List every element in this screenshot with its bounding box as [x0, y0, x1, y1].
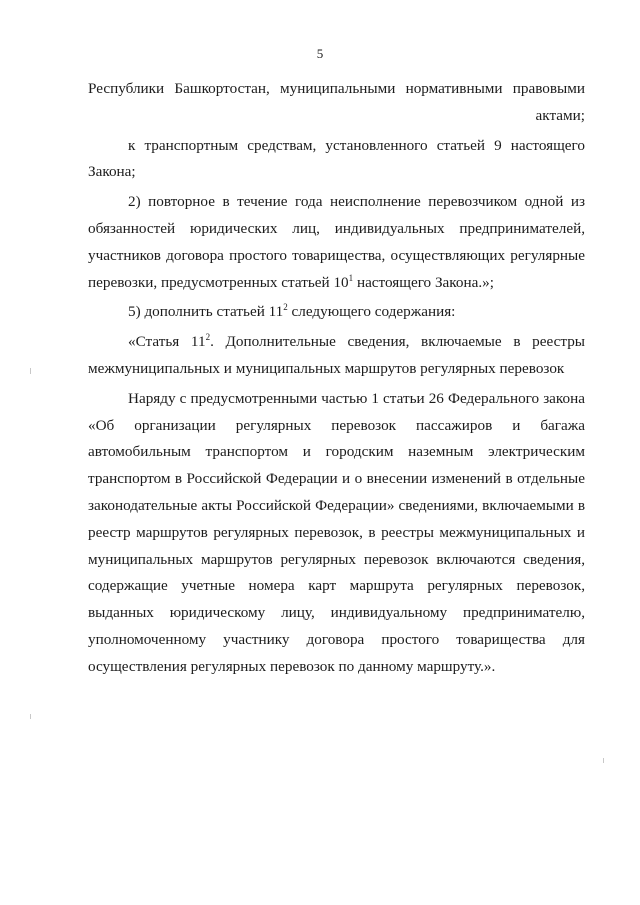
paragraph-text: Республики Башкортостан, муниципальными нормативными правовыми актами;: [88, 80, 585, 124]
paragraph-text: следующего содержания:: [287, 303, 456, 321]
paragraph-text: . Дополнительные сведения, включаемые в реестры межмуниципальных и муниципальных маршрутов регулярных перевозок: [88, 333, 585, 377]
superscript: 1: [348, 272, 354, 283]
paragraph-text: 5) дополнить статьей 11: [128, 303, 284, 321]
paragraph-item-5: [88, 299, 585, 326]
superscript: 2: [205, 332, 211, 343]
paragraph-text: «Статья 11: [128, 333, 206, 351]
paragraph-text: к транспортным средствам, установленного статьей 9 настоящего Закона;: [88, 136, 585, 181]
document-body: [88, 76, 585, 681]
paragraph-text: Наряду с предусмотренными частью 1 статьи 26 Федерального закона «Об организации регулярных перевозок пассажиров и багажа автомобильным транспортом и городским наземным электрическим транспортом в Российской Федерации и о внесении изменений в отдельные законодательные акты Российской Федерации» сведениями, включаемыми в реестр маршрутов регулярных перевозок, в реестры межмуниципальных и муниципальных маршрутов регулярных перевозок включаются сведения, содержащие учетные номера карт маршрута регулярных перевозок, выданных юридическому лицу, индивидуальному предпринимателю, уполномоченному участнику договора простого товарищества для осуществления регулярных перевозок по данному маршруту.».: [88, 389, 585, 675]
paragraph-item-2: [88, 189, 585, 296]
scan-artifact: [30, 368, 31, 374]
superscript: 2: [283, 302, 288, 313]
paragraph-continuation: [88, 76, 585, 130]
scan-artifact: [30, 714, 31, 719]
paragraph-text: 2) повторное в течение года неисполнение перевозчиком одной из обязанностей юридических лиц, индивидуальных предпринимателей, участников договора простого товарищества, осуществляющих регулярные перевозки, предусмотренных статьей 10: [88, 193, 585, 291]
article-body: [88, 386, 585, 681]
scan-artifact: [603, 758, 604, 763]
paragraph-text: настоящего Закона.»;: [353, 273, 494, 291]
page-number: 5: [316, 46, 324, 61]
paragraph-vehicles: [88, 133, 585, 187]
article-heading: [88, 329, 585, 383]
